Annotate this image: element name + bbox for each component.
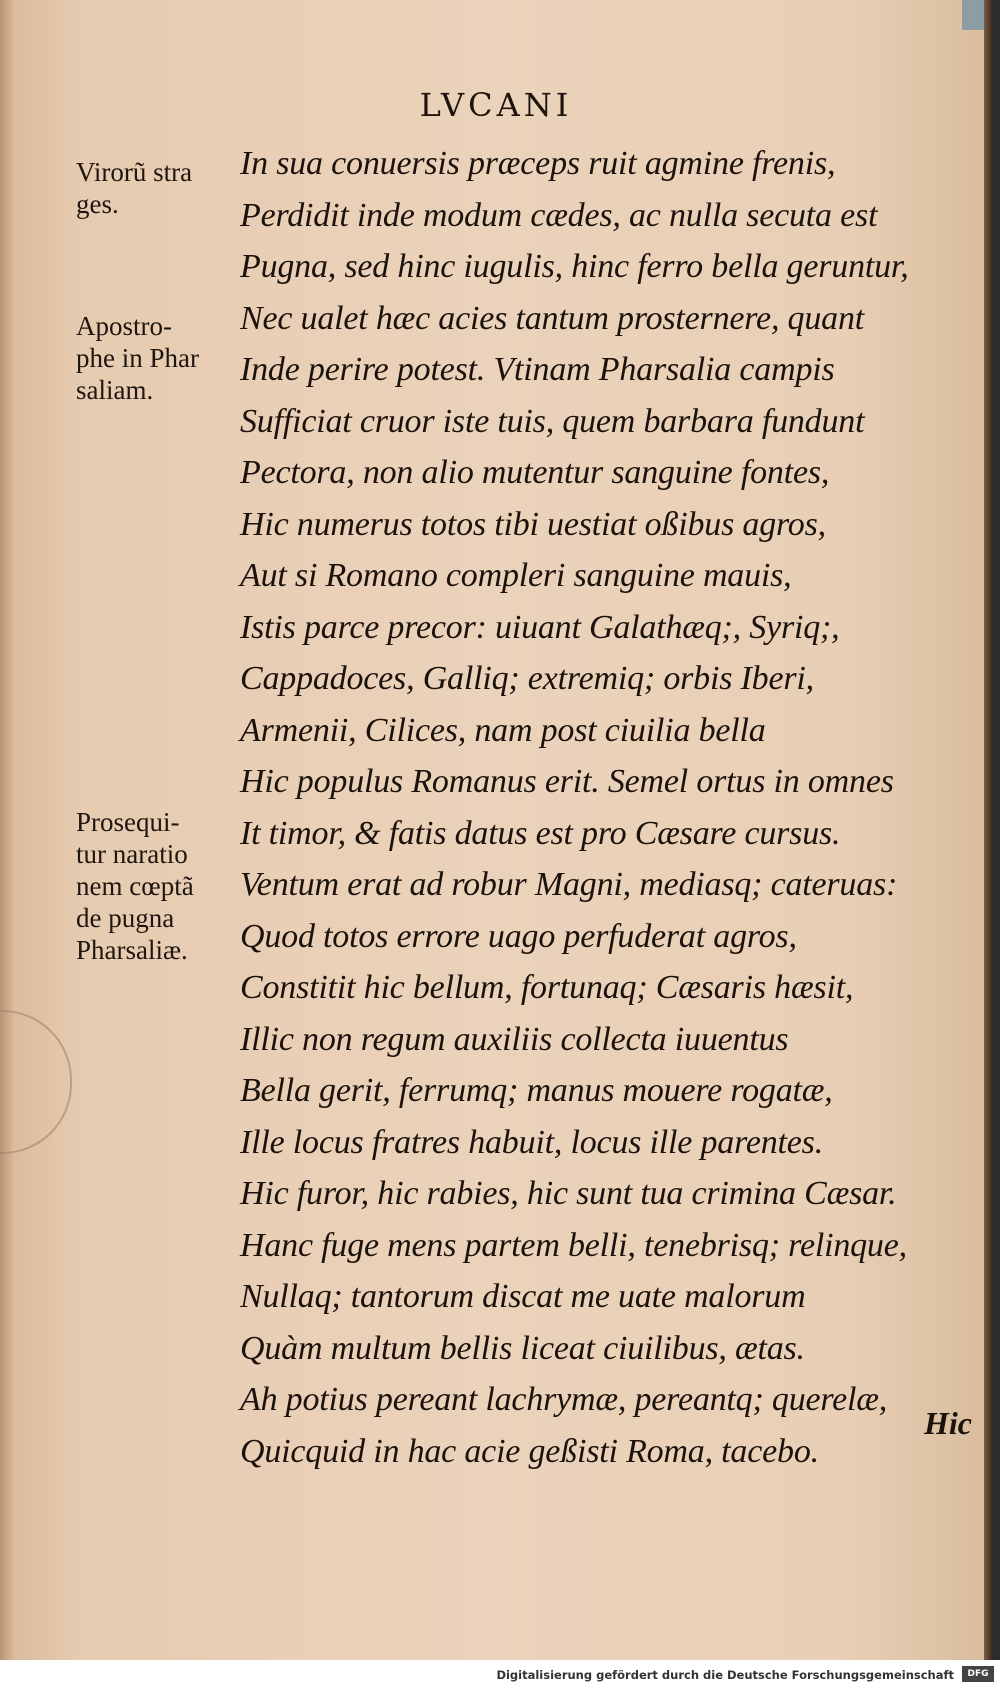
verse-line: Quàm multum bellis liceat ciuilibus, ætas.: [240, 1329, 805, 1367]
verse-line: Hic furor, hic rabies, hic sunt tua crimina Cæsar.: [240, 1175, 897, 1212]
margin-note-line: phe in Phar: [76, 343, 199, 373]
verse-line: Constitit hic bellum, fortunaq; Cæsaris hæsit,: [240, 969, 854, 1006]
verse-line: Armenii, Cilices, nam post ciuilia bella: [240, 711, 766, 749]
footer-credit: Digitalisierung gefördert durch die Deutsche Forschungsgemeinschaft: [496, 1668, 954, 1682]
verse-line: Nec ualet hæc acies tantum prosternere, quant: [240, 299, 864, 337]
verse-line: Nullaq; tantorum discat me uate malorum: [240, 1278, 806, 1315]
footer-bar: [0, 1660, 1000, 1691]
verse-line: Istis parce precor: uiuant Galathæq;, Syriq;,: [240, 608, 840, 646]
margin-note-line: Apostro-: [76, 311, 172, 341]
dfg-logo-icon: DFG: [962, 1666, 994, 1682]
verse-line: In sua conuersis præceps ruit agmine frenis,: [240, 145, 836, 182]
verse-line: Cappadoces, Galliq; extremiq; orbis Iberi,: [240, 660, 814, 697]
verse-line: Quicquid in hac acie geßisti Roma, tacebo.: [240, 1432, 819, 1470]
margin-note-line: nem cœptã: [76, 871, 194, 901]
margin-note-line: ges.: [76, 189, 119, 219]
verse-text: [240, 138, 980, 1477]
margin-note-apostrophe: [76, 310, 246, 406]
margin-note-line: Virorũ stra: [76, 157, 193, 187]
verse-line: Hic populus Romanus erit. Semel ortus in omnes: [240, 763, 894, 800]
margin-note-virorum-strages: [76, 156, 246, 220]
verse-line: Quod totos errore uago perfuderat agros,: [240, 917, 797, 955]
verse-line: It timor, & fatis datus est pro Cæsare cursus.: [240, 814, 841, 852]
margin-note-line: saliam.: [76, 375, 154, 405]
verse-line: Ventum erat ad robur Magni, mediasq; cateruas:: [240, 866, 898, 903]
margin-note-line: tur naratio: [76, 839, 188, 869]
verse-line: Sufficiat cruor iste tuis, quem barbara fundunt: [240, 402, 865, 440]
verse-line: Aut si Romano compleri sanguine mauis,: [240, 557, 792, 594]
verse-line: Pectora, non alio mutentur sanguine fontes,: [240, 454, 830, 491]
margin-note-line: Prosequi-: [76, 807, 180, 837]
margin-note-line: de pugna: [76, 903, 175, 933]
running-head: LVCANI: [419, 86, 573, 124]
verse-line: Perdidit inde modum cædes, ac nulla secuta est: [240, 196, 878, 234]
verse-line: Inde perire potest. Vtinam Pharsalia campis: [240, 351, 835, 388]
verse-line: Illic non regum auxiliis collecta iuuentus: [240, 1020, 789, 1058]
verse-line: Bella gerit, ferrumq; manus mouere rogatæ,: [240, 1072, 833, 1109]
blue-tab: [962, 0, 984, 30]
margin-note-prosequitur: [76, 806, 246, 966]
page-fold-mark: [0, 1010, 72, 1154]
verse-line: Ille locus fratres habuit, locus ille parentes.: [240, 1123, 824, 1161]
page-edge: [984, 0, 992, 1660]
catchword: Hic: [924, 1405, 972, 1441]
margin-note-line: Pharsaliæ.: [76, 935, 188, 965]
verse-line: Ah potius pereant lachrymæ, pereantq; querelæ,: [240, 1381, 888, 1418]
verse-line: Pugna, sed hinc iugulis, hinc ferro bella geruntur,: [240, 248, 909, 285]
verse-line: Hic numerus totos tibi uestiat oßibus agros,: [240, 505, 826, 543]
verse-line: Hanc fuge mens partem belli, tenebrisq; relinque,: [240, 1226, 907, 1264]
